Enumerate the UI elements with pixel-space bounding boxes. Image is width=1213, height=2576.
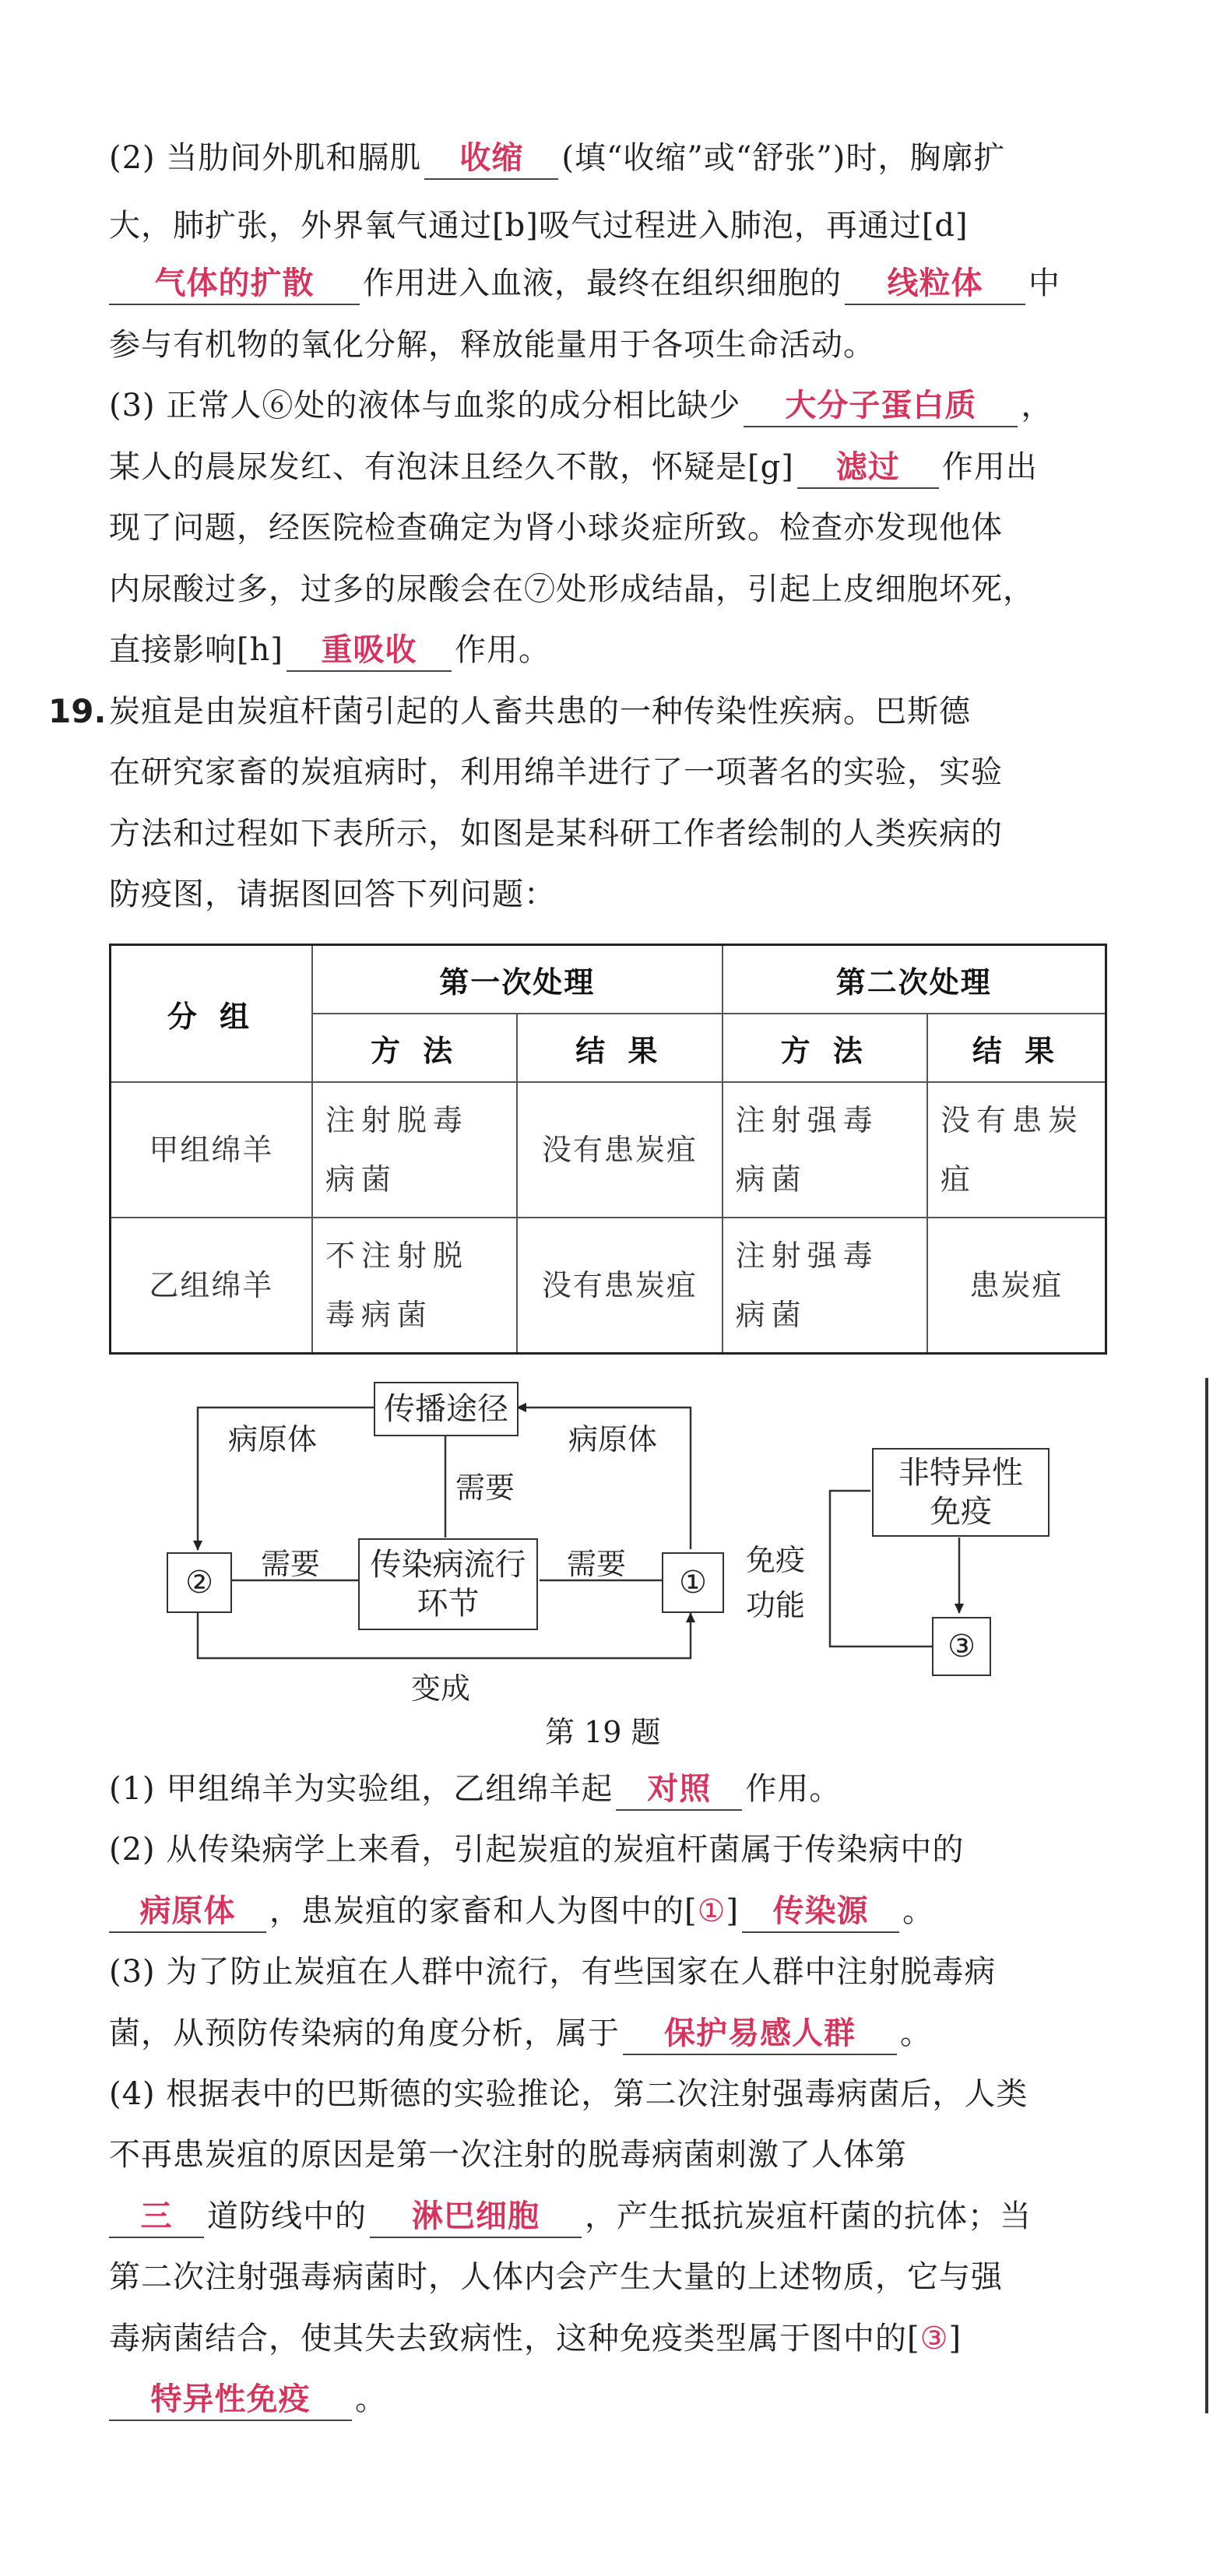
table-header-first: 第一次处理 — [312, 945, 723, 1014]
bracket-number: ① — [697, 1893, 726, 1929]
table-header-group: 分 组 — [111, 945, 312, 1083]
diagram-label-need-left: 需要 — [261, 1547, 321, 1581]
q19-answer-2-line2: 病原体 ，患炭疽的家畜和人为图中的[①] 传染源 。 — [109, 1888, 934, 1935]
q19-answer-4-line5: 毒病菌结合，使其失去致病性，这种免疫类型属于图中的[③] — [109, 2321, 962, 2356]
table-header-second: 第二次处理 — [723, 945, 1106, 1014]
table-header-result: 结 果 — [517, 1014, 722, 1082]
q19-answer-3-line1: (3) 为了防止炭疽在人群中流行，有些国家在人群中注射脱毒病 — [109, 1954, 997, 1990]
table-cell: 注射脱毒病菌 — [312, 1082, 517, 1218]
q18-p2-line2: 大，肺扩张，外界氧气通过[b]吸气过程进入肺泡，再通过[d] — [109, 208, 969, 244]
table-cell: 患炭疽 — [927, 1218, 1106, 1354]
q19-answer-4-line2: 不再患炭疽的原因是第一次注射的脱毒病菌刺激了人体第 — [109, 2137, 907, 2173]
figure-caption: 第 19 题 — [545, 1715, 661, 1749]
answer-blank: 对照 — [616, 1769, 742, 1811]
q18-p3-line3: 现了问题，经医院检查确定为肾小球炎症所致。检查亦发现他体 — [109, 510, 1003, 546]
diagram-node-2: ② — [167, 1552, 232, 1613]
q19-intro-2: 在研究家畜的炭疽病时，利用绵羊进行了一项著名的实验，实验 — [109, 754, 1003, 790]
diagram-box-route: 传播途径 — [374, 1382, 519, 1436]
table-header-method: 方 法 — [723, 1014, 927, 1082]
q18-p3-line4: 内尿酸过多，过多的尿酸会在⑦处形成结晶，引起上皮细胞坏死， — [109, 571, 1035, 607]
table-cell: 注射强毒病菌 — [723, 1218, 927, 1354]
answer-blank: 大分子蛋白质 — [744, 385, 1018, 427]
table-header-method: 方 法 — [312, 1014, 517, 1082]
table-cell: 没有患炭疽 — [927, 1082, 1106, 1218]
bracket-number: ③ — [919, 2321, 949, 2356]
diagram-box-nonspecific: 非特异性免疫 — [872, 1448, 1050, 1537]
answer-blank: 特异性免疫 — [109, 2379, 352, 2421]
answer-blank: 线粒体 — [845, 263, 1025, 305]
diagram-node-3: ③ — [932, 1617, 991, 1676]
q19-intro-3: 方法和过程如下表所示，如图是某科研工作者绘制的人类疾病的 — [109, 816, 1003, 852]
diagram-label-pathogen-right: 病原体 — [568, 1422, 658, 1457]
q18-p2-line3: 气体的扩散 作用进入血液，最终在组织细胞的 线粒体 中 — [109, 260, 1060, 307]
diagram-label-immune: 免疫功能 — [746, 1543, 806, 1622]
answer-blank: 传染源 — [742, 1891, 899, 1933]
table-cell: 乙组绵羊 — [111, 1218, 312, 1354]
table-cell: 没有患炭疽 — [517, 1218, 722, 1354]
table-cell: 不注射脱毒病菌 — [312, 1218, 517, 1354]
answer-blank: 收缩 — [424, 138, 558, 180]
diagram-label-need-top: 需要 — [455, 1471, 515, 1505]
page-edge-bar — [1205, 1378, 1208, 2413]
q18-p2-line4: 参与有机物的氧化分解，释放能量用于各项生命活动。 — [109, 327, 875, 363]
q19-answer-4-line1: (4) 根据表中的巴斯德的实验推论，第二次注射强毒病菌后，人类 — [109, 2076, 1028, 2112]
q19-intro-1: 炭疽是由炭疽杆菌引起的人畜共患的一种传染性疾病。巴斯德 — [109, 694, 971, 729]
q18-p3-line1: (3) 正常人⑥处的液体与血浆的成分相比缺少 大分子蛋白质 ， — [109, 382, 1053, 429]
q18-p2-line1: (2) 当肋间外肌和膈肌 收缩 (填“收缩”或“舒张”)时，胸廓扩 — [109, 135, 1005, 181]
answer-blank: 气体的扩散 — [109, 263, 360, 305]
answer-blank: 淋巴细胞 — [370, 2196, 582, 2238]
answer-blank: 病原体 — [109, 1891, 266, 1933]
q19-answer-4-line3: 三 道防线中的 淋巴细胞 ，产生抵抗炭疽杆菌的抗体；当 — [109, 2193, 1032, 2240]
answer-blank: 保护易感人群 — [623, 2013, 897, 2055]
q19-answer-3-line2: 菌，从预防传染病的角度分析，属于 保护易感人群 。 — [109, 2010, 932, 2057]
table-cell: 注射强毒病菌 — [723, 1082, 927, 1218]
q18-p3-line5: 直接影响[h] 重吸收 作用。 — [109, 627, 550, 673]
q19-intro-4: 防疫图，请据图回答下列问题： — [109, 877, 556, 912]
answer-blank: 滤过 — [797, 447, 939, 489]
question-number: 19. — [48, 692, 107, 730]
diagram-label-need-right: 需要 — [567, 1547, 627, 1581]
table-header-result: 结 果 — [927, 1014, 1106, 1082]
diagram-label-become: 变成 — [411, 1671, 471, 1706]
q18-p3-line2: 某人的晨尿发红、有泡沫且经久不散，怀疑是[g] 滤过 作用出 — [109, 444, 1038, 490]
table-cell: 甲组绵羊 — [111, 1082, 312, 1218]
table-cell: 没有患炭疽 — [517, 1082, 722, 1218]
answer-blank: 三 — [109, 2196, 204, 2238]
diagram-box-center: 传染病流行环节 — [358, 1538, 538, 1630]
answer-blank: 重吸收 — [287, 630, 452, 672]
q19-answer-4-line4: 第二次注射强毒病菌时，人体内会产生大量的上述物质，它与强 — [109, 2259, 1003, 2295]
q19-answer-2-line1: (2) 从传染病学上来看，引起炭疽的炭疽杆菌属于传染病中的 — [109, 1832, 965, 1868]
diagram-node-1: ① — [662, 1552, 724, 1613]
q19-answer-1: (1) 甲组绵羊为实验组，乙组绵羊起 对照 作用。 — [109, 1766, 841, 1812]
diagram-label-pathogen-left: 病原体 — [228, 1422, 318, 1457]
q19-answer-4-line6: 特异性免疫 。 — [109, 2376, 387, 2423]
